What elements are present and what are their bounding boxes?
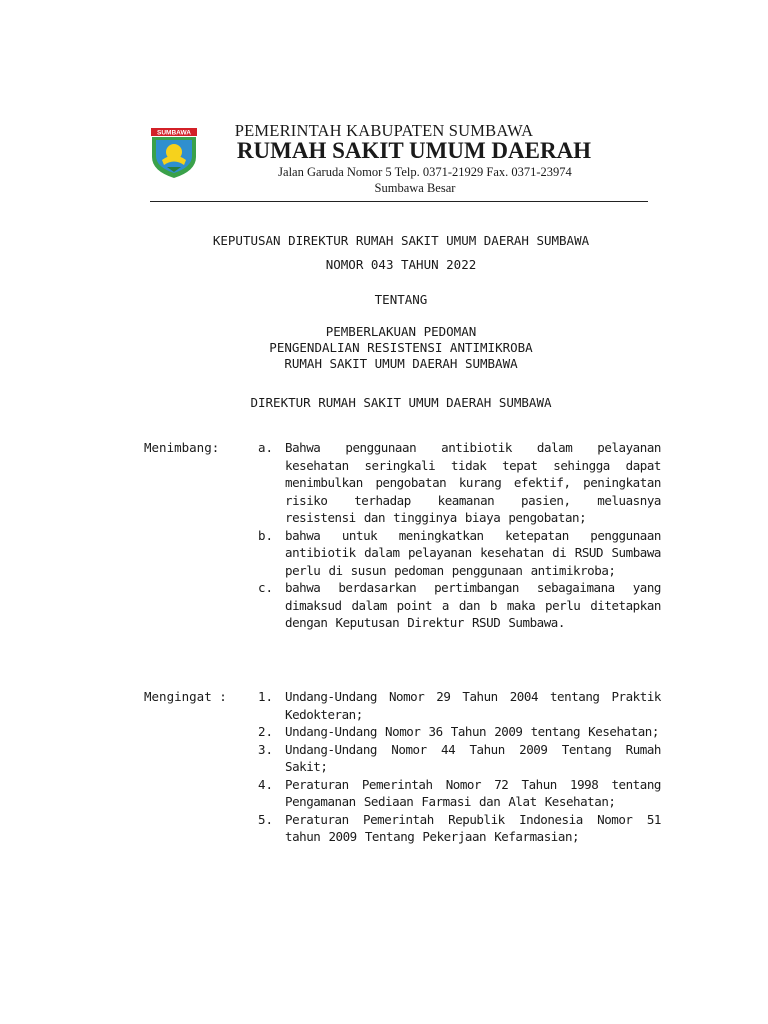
list-item-text: bahwa berdasarkan pertimbangan sebagaimana yang dimaksud dalam point a dan b maka perlu ditetapkan dengan Keputusan Direktur RSUD Sumbawa.: [285, 580, 661, 630]
mengingat-list: [0, 688, 768, 846]
list-item: [0, 688, 768, 723]
list-item: [0, 527, 768, 580]
letterhead-divider: [150, 201, 648, 202]
menimbang-label: Menimbang:: [144, 440, 220, 455]
letterhead-address: Jalan Garuda Nomor 5 Telp. 0371-21929 Fax. 0371-23974: [278, 165, 572, 179]
list-item: [0, 439, 768, 527]
list-item-text: Undang-Undang Nomor 29 Tahun 2004 tentang Praktik Kedokteran;: [285, 689, 661, 722]
list-item-text: Peraturan Pemerintah Republik Indonesia Nomor 51 tahun 2009 Tentang Pekerjaan Kefarmasian;: [285, 811, 661, 844]
decree-director: DIREKTUR RUMAH SAKIT UMUM DAERAH SUMBAWA: [250, 395, 552, 410]
decree-subject-line3: RUMAH SAKIT UMUM DAERAH SUMBAWA: [284, 356, 518, 371]
list-item-text: Undang-Undang Nomor 36 Tahun 2009 tentang Kesehatan;: [285, 724, 659, 739]
list-item: [0, 811, 768, 846]
letterhead-hospital-name: RUMAH SAKIT UMUM DAERAH: [236, 138, 592, 163]
list-item-text: bahwa untuk meningkatkan ketepatan penggunaan antibiotik dalam pelayanan kesehatan di RSUD Sumbawa perlu di susun pedoman penggunaan antimikroba;: [285, 527, 661, 578]
letterhead-city: Sumbawa Besar: [374, 181, 456, 195]
decree-subject-line2: PENGENDALIAN RESISTENSI ANTIMIKROBA: [269, 340, 533, 355]
list-item-text: Peraturan Pemerintah Nomor 72 Tahun 1998 tentang Pengamanan Sediaan Farmasi dan Alat Kesehatan;: [285, 776, 661, 809]
list-item: [0, 741, 768, 776]
list-marker: 4.: [258, 776, 274, 792]
list-marker: b.: [258, 527, 274, 543]
list-item-text: Undang-Undang Nomor 44 Tahun 2009 Tentang Rumah Sakit;: [285, 741, 661, 774]
list-marker: 3.: [258, 741, 274, 757]
list-marker: 1.: [258, 689, 274, 704]
list-marker: a.: [258, 440, 274, 455]
list-marker: c.: [258, 580, 274, 595]
list-marker: 5.: [258, 811, 274, 827]
decree-subject-line1: PEMBERLAKUAN PEDOMAN: [325, 324, 477, 339]
decree-tentang: TENTANG: [374, 292, 428, 307]
menimbang-list: [0, 439, 768, 632]
list-item-text: Bahwa penggunaan antibiotik dalam pelayanan kesehatan seringkali tidak tepat sehingga dapat menimbulkan pengobatan kurang efektif, peningkatan risiko terhadap keamanan pasien, meluasnya resistensi dan tingginya biaya pengobatan;: [285, 440, 661, 525]
list-item: [0, 723, 768, 741]
mengingat-label: Mengingat :: [144, 689, 227, 704]
list-item: [0, 579, 768, 632]
emblem-label: SUMBAWA: [157, 129, 191, 137]
decree-number: NOMOR 043 TAHUN 2022: [325, 257, 477, 272]
list-item: [0, 776, 768, 811]
letterhead-government: PEMERINTAH KABUPATEN SUMBAWA: [234, 121, 534, 140]
decree-title: KEPUTUSAN DIREKTUR RUMAH SAKIT UMUM DAERAH SUMBAWA: [212, 233, 590, 248]
list-marker: 2.: [258, 724, 274, 739]
